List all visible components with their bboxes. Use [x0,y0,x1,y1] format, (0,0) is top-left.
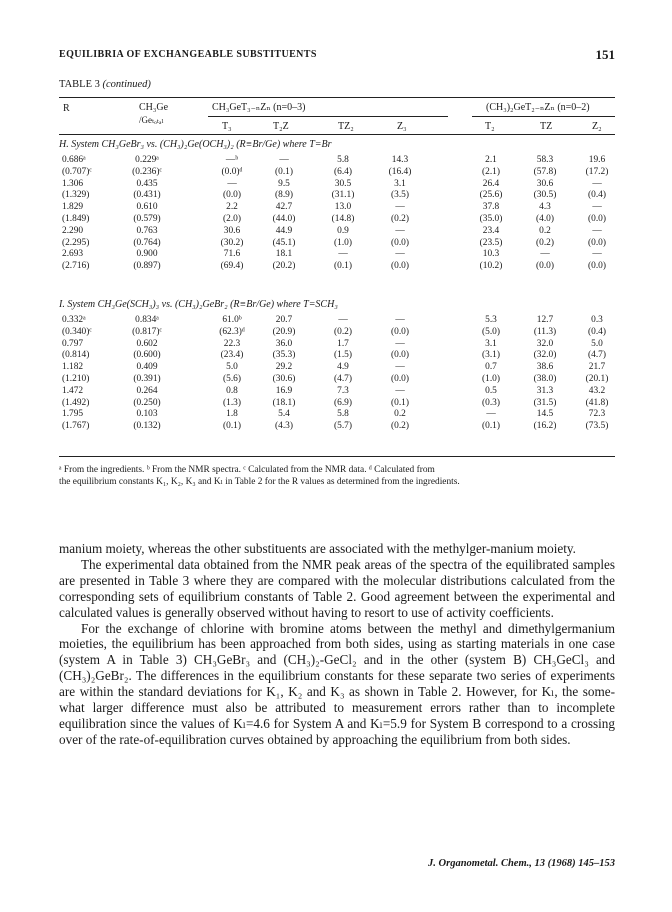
table-cell: — [395,338,405,349]
table-cell: (0.3) [482,397,500,408]
table-cell: (62.3)ᵈ [219,326,245,337]
table-cell: (0.1) [482,421,500,432]
table-cell: (0.600) [133,350,161,361]
table-cell-r: 1.472 [62,385,84,396]
table-cell: 5.8 [337,409,349,420]
table-cell: 32.0 [536,338,554,349]
header-ratio-bottom: /Geₜₒₜₐₗ [139,115,164,125]
table-cell: — [592,249,602,260]
table-caption-label: TABLE 3 [59,79,100,90]
table-cell: 0.5 [485,385,497,396]
table-cell: (0.431) [133,190,161,201]
table-cell-r: (2.716) [62,261,90,272]
table-cell: (6.4) [334,166,352,177]
table-cell: (4.7) [588,350,606,361]
table-cell: (1.5) [334,350,352,361]
table-cell: 0.435 [136,178,158,189]
table-cell: (45.1) [272,237,296,248]
table-cell: (35.3) [272,350,296,361]
table-header-rule [59,134,615,135]
table-cell: 5.4 [278,409,290,420]
table-cell: (30.2) [220,237,244,248]
table-cell: (35.0) [479,214,503,224]
table-cell: 0.229ᵃ [135,155,159,165]
table-cell: — [395,362,405,373]
footnote-line: the equilibrium constants K₁, K₂, K₃ and Kₗ in Table 2 for the R values as determined from the ingredients. [59,477,460,487]
table-cell: (1.0) [482,374,500,384]
table-cell: — [540,249,550,260]
table-cell: — [227,178,237,189]
table-cell: 30.6 [536,178,554,189]
body-paragraph: manium moiety, whereas the other substituents are associated with the methylger-manium moiety. [59,541,576,556]
table-cell: 0.9 [337,225,349,236]
body-paragraph: The experimental data obtained from the NMR peak areas of the spectra of the equilibrated samples are presented in Table 3 where they are compared with the molecular distributions calculated from the corresponding sets of equilibrium constants of Table 2. Good agreement between the experimental and calculated values is generally observed without having to resort to use of activity coefficients. [59,556,615,620]
table-cell: (32.0) [533,350,557,361]
table-cell: — [395,385,405,396]
table-cell: (0.897) [133,261,161,272]
table-cell: 26.4 [482,178,500,189]
table-cell: — [279,155,289,165]
table-cell: — [486,409,496,420]
table-cell: (0.4) [588,326,606,337]
table-cell: (57.8) [533,166,557,177]
table-cell-r: 2.290 [62,225,84,236]
table-cell: (0.1) [391,397,409,408]
table-cell: (44.0) [272,214,296,224]
table-cell-r: (1.329) [62,190,90,201]
table-cell: (0.1) [223,421,241,432]
table-cell: 0.834ᵃ [135,315,159,325]
header-col-z3: Z₃ [397,121,407,132]
table-cell-r: (2.295) [62,237,90,248]
table-cell: 1.8 [226,409,238,420]
table-cell: (20.2) [272,261,296,272]
table-cell: (10.2) [479,261,503,272]
table-bottom-rule [59,456,615,457]
table-cell: (0.2) [391,214,409,224]
table-cell: 29.2 [275,362,293,373]
header-group-methyl: CH₃GeT₃₋ₙZₙ (n=0–3) [212,102,306,113]
header-col-z2: Z₂ [592,121,602,132]
header-group-dimethyl-rule [472,116,615,117]
table-cell-r: (0.814) [62,350,90,361]
table-cell: 22.3 [223,338,241,349]
table-cell: (25.6) [479,190,503,201]
header-col-tz: TZ [540,121,553,132]
table-cell: 5.3 [485,315,497,325]
running-head-title: EQUILIBRIA OF EXCHANGEABLE SUBSTITUENTS [59,49,317,60]
table-cell: (4.7) [334,374,352,384]
table-cell-r: 1.306 [62,178,84,189]
table-cell: 3.1 [485,338,497,349]
table-cell: — [338,315,348,325]
table-cell: 23.4 [482,225,500,236]
table-cell-r: 0.686ᵃ [62,155,86,165]
table-cell: 43.2 [588,385,606,396]
table-cell: 37.8 [482,202,500,213]
header-col-t3: T₃ [222,121,232,132]
table-cell: (41.8) [585,397,609,408]
table-cell: (0.764) [133,237,161,248]
table-cell: (0.250) [133,397,161,408]
table-cell: 30.6 [223,225,241,236]
table-cell: (20.1) [585,374,609,384]
table-cell: (0.1) [334,261,352,272]
table-cell: 61.0ᵇ [222,315,242,325]
table-cell: 0.900 [136,249,158,260]
table-cell: 36.0 [275,338,293,349]
table-cell-r: (1.492) [62,397,90,408]
table-caption [59,79,151,90]
table-cell: (30.6) [272,374,296,384]
table-cell: 72.3 [588,409,606,420]
table-cell: 58.3 [536,155,554,165]
table-cell: (17.2) [585,166,609,177]
table-cell: (16.4) [388,166,412,177]
table-cell: 16.9 [275,385,293,396]
table-cell: 0.602 [136,338,158,349]
body-text [59,541,615,748]
table-cell: — [395,202,405,213]
table-cell: 14.3 [391,155,409,165]
table-cell: (0.2) [536,237,554,248]
table-cell: 4.9 [337,362,349,373]
table-top-rule [59,97,615,98]
table-cell: 31.3 [536,385,554,396]
page-number: 151 [595,47,615,62]
table-cell: (73.5) [585,421,609,432]
table-cell: 0.2 [539,225,551,236]
table-cell: 44.9 [275,225,293,236]
table-cell: 30.5 [334,178,352,189]
table-cell-r: 0.332ᵃ [62,315,86,325]
table-cell: 1.7 [337,338,349,349]
table-cell: (0.0) [391,350,409,361]
table-cell: 18.1 [275,249,293,260]
table-cell-r: (1.210) [62,374,90,384]
header-r: R [63,103,70,114]
table-cell: (14.8) [331,214,355,224]
table-cell: (5.0) [482,326,500,337]
table-cell: (4.3) [275,421,293,432]
table-cell: 0.3 [591,315,603,325]
table-cell: 71.6 [223,249,241,260]
table-cell: 42.7 [275,202,293,213]
table-cell: (31.5) [533,397,557,408]
table-cell: 5.0 [226,362,238,373]
table-cell: (0.1) [275,166,293,177]
table-cell: (30.5) [533,190,557,201]
body-paragraph: For the exchange of chlorine with bromine atoms between the methyl and dimethylgermanium moieties, the equilibrium has been approached from both sides, using as starting materials in one case (system A in Table 3) CH₃GeBr₃ and (CH₃)₂-GeCl₂ and in the other (system B) CH₃GeCl₃ and (CH₃)₂GeBr₂. The differences in the equilibrium constants for these separate two series of experiments are within the standard deviations for K₁, K₂ and K₃ as shown in Table 2. However, for Kₗ, the some-what larger difference must also be attributed to measurement errors rather than to incomplete equilibration since the values of Kₗ=4.6 for System A and Kₗ=5.9 for System B correspond to a crossing over of the rate-of-equilibration curves obtained by approaching the equilibrium from both sides. [59,620,615,747]
table-cell: (16.2) [533,421,557,432]
table-cell: (0.0)ᵈ [221,166,243,177]
table-cell: (0.2) [334,326,352,337]
table-cell: 3.1 [394,178,406,189]
header-col-tz2: TZ₂ [338,121,354,132]
table-cell: (0.817)ᶜ [132,326,162,337]
table-cell: 9.5 [278,178,290,189]
table-cell: — [395,225,405,236]
table-cell: (0.0) [588,214,606,224]
table-cell: —ᵇ [225,155,239,165]
table-cell: 7.3 [337,385,349,396]
table-cell: (5.6) [223,374,241,384]
table-cell: (3.5) [391,190,409,201]
table-cell-r: (0.340)ᶜ [62,326,92,337]
table-cell: 14.5 [536,409,554,420]
header-col-t2z: T₂Z [273,121,289,132]
table-cell: 4.3 [539,202,551,213]
table-footnote [59,464,615,488]
table-cell: 0.409 [136,362,158,373]
table-cell: (0.0) [391,326,409,337]
table-cell: (20.9) [272,326,296,337]
table-cell: (2.1) [482,166,500,177]
running-head [59,47,615,63]
table-cell: — [395,249,405,260]
table-cell: 38.6 [536,362,554,373]
table-cell: (6.9) [334,397,352,408]
table-cell: 5.0 [591,338,603,349]
table-cell-r: 1.795 [62,409,84,420]
header-col-t2: T₂ [485,121,495,132]
table-cell: 0.8 [226,385,238,396]
table-cell: 0.610 [136,202,158,213]
table-cell: 0.7 [485,362,497,373]
table-cell: (0.236)ᶜ [132,166,162,177]
table-cell: (2.0) [223,214,241,224]
table-cell: (0.0) [588,261,606,272]
table-cell: (0.0) [588,237,606,248]
table-cell: (0.2) [391,421,409,432]
table-cell: — [338,249,348,260]
table-cell: 0.2 [394,409,406,420]
table-cell: 0.264 [136,385,158,396]
table-cell-r: (1.767) [62,421,90,432]
table-cell: (23.5) [479,237,503,248]
table-cell-r: 2.693 [62,249,84,260]
table-cell: (1.0) [334,237,352,248]
header-group-dimethyl: (CH₃)₂GeT₂₋ₙZₙ (n=0–2) [486,102,590,113]
table-cell: 0.763 [136,225,158,236]
table-cell: (3.1) [482,350,500,361]
table-section-title: H. System CH₃GeBr₃ vs. (CH₃)₂Ge(OCH₃)₂ (R≡Br/Ge) where T=Br [59,139,332,150]
table-cell: 21.7 [588,362,606,373]
table-cell: — [592,202,602,213]
table-cell: (38.0) [533,374,557,384]
table-cell-r: 1.182 [62,362,84,373]
table-cell: (0.0) [223,190,241,201]
table-cell: (0.4) [588,190,606,201]
table-cell: 13.0 [334,202,352,213]
table-cell-r: (1.849) [62,214,90,224]
table-cell: — [592,225,602,236]
table-cell: (1.3) [223,397,241,408]
header-group-methyl-rule [208,116,448,117]
table-cell: 20.7 [275,315,293,325]
table-cell: 0.103 [136,409,158,420]
table-cell: 2.2 [226,202,238,213]
table-cell: 12.7 [536,315,554,325]
table-cell: (69.4) [220,261,244,272]
table-cell: (0.0) [391,374,409,384]
table-cell: (0.579) [133,214,161,224]
table-cell: (0.0) [391,237,409,248]
table-cell-r: 1.829 [62,202,84,213]
table-section-title: I. System CH₃Ge(SCH₃)₃ vs. (CH₃)₂GeBr₂ (R≡Br/Ge) where T=SCH₃ [59,299,338,310]
table-cell: (18.1) [272,397,296,408]
table-caption-continued: (continued) [102,79,151,90]
table-cell: (8.9) [275,190,293,201]
footnote-line: ᵃ From the ingredients. ᵇ From the NMR spectra. ᶜ Calculated from the NMR data. ᵈ Calculated from [59,465,435,475]
table-cell: (23.4) [220,350,244,361]
journal-reference: J. Organometal. Chem., 13 (1968) 145–153 [428,858,615,869]
header-ratio-top: CH₃Ge [139,102,169,113]
table-cell: 5.8 [337,155,349,165]
table-cell: (0.391) [133,374,161,384]
table-cell: — [592,178,602,189]
table-cell: (0.132) [133,421,161,432]
table-cell: 10.3 [482,249,500,260]
table-cell: (11.3) [533,326,557,337]
table-cell-r: 0.797 [62,338,84,349]
table-cell: 2.1 [485,155,497,165]
table-cell: (0.0) [391,261,409,272]
table-cell-r: (0.707)ᶜ [62,166,92,177]
table-cell: (5.7) [334,421,352,432]
table-cell: (4.0) [536,214,554,224]
table-cell: (31.1) [331,190,355,201]
table-cell: (0.0) [536,261,554,272]
table-cell: — [395,315,405,325]
table-cell: 19.6 [588,155,606,165]
